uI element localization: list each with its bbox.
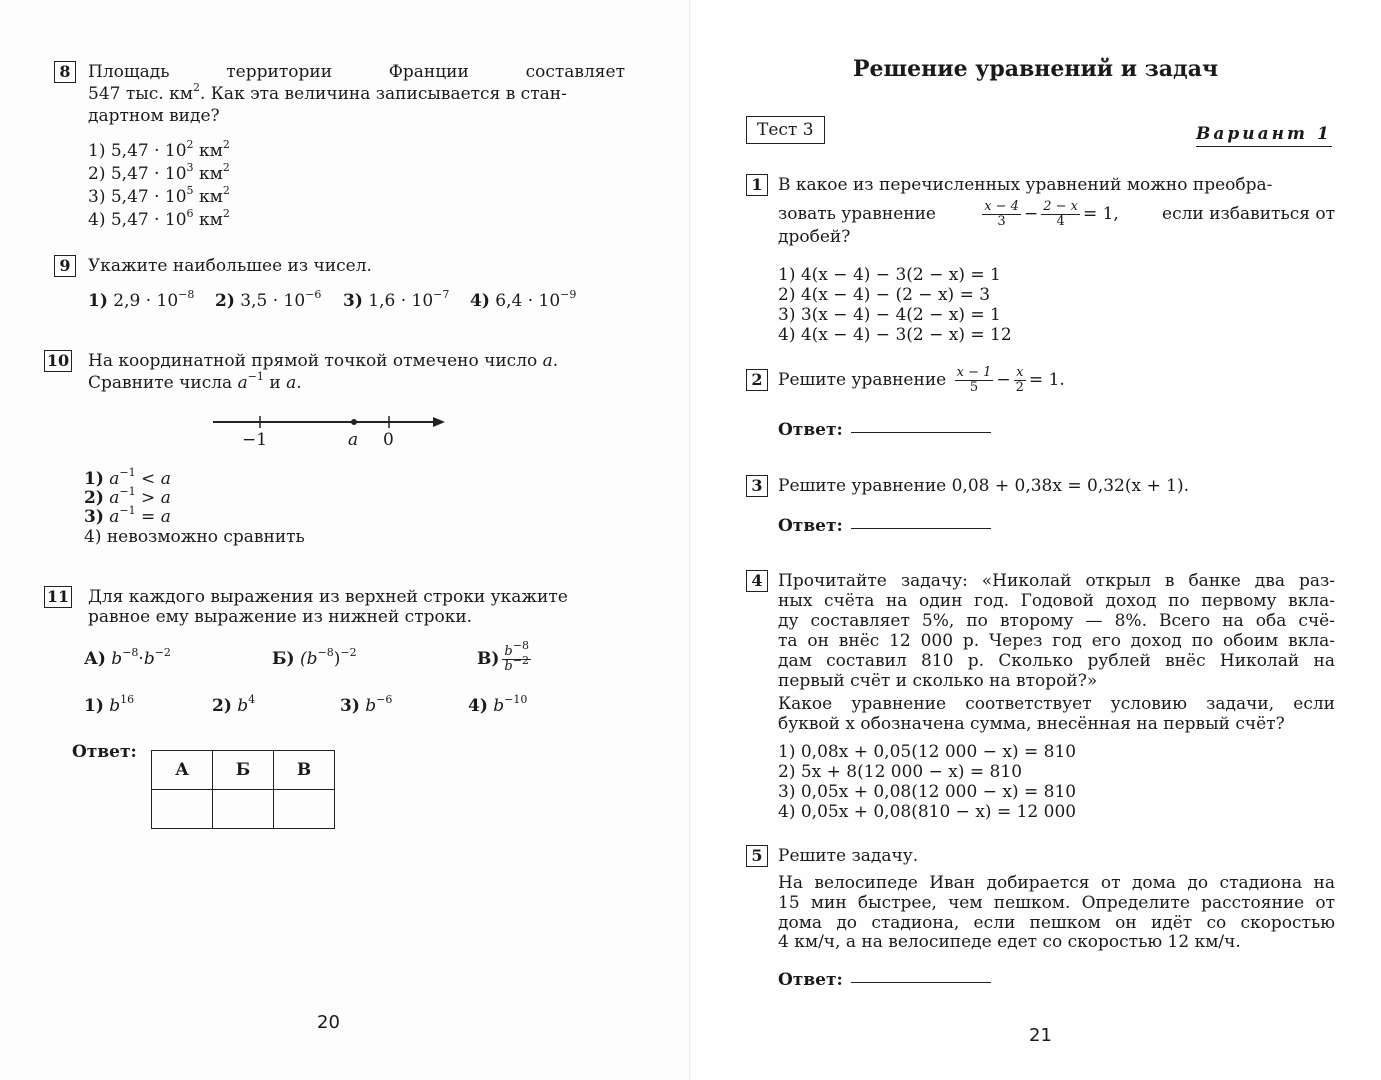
r-q1-frac2-num: 2 − x [1043, 199, 1078, 214]
right-question-number-3: 3 [746, 475, 768, 497]
q11-bottom-1-var: b [103, 696, 121, 716]
q10-opt1-label: 1) [84, 469, 104, 489]
q10-line-1 [88, 351, 558, 371]
q10-line1-var: a [542, 351, 553, 371]
r-q1-frac2-den: 4 [1056, 214, 1065, 229]
r-q1-equals: = 1, [1082, 204, 1119, 224]
r-q4-option-1: 1) 0,08x + 0,05(12 000 − x) = 810 [778, 742, 1077, 762]
q10-option-4: 4) невозможно сравнить [84, 527, 305, 547]
book-spine [689, 0, 691, 1080]
r-q5-text: Решите задачу. [778, 846, 919, 866]
q8-opt1-base: 1) 5,47 · 10 [88, 141, 187, 161]
axis-label-minus-one: −1 [242, 430, 268, 450]
q8-line2-text: 547 тыс. км [88, 84, 193, 104]
q11-bottom-4-sup: −10 [504, 693, 528, 706]
r-q4-line-5: дам составил 810 р. Сколько рублей внёс Николай на [778, 651, 1335, 671]
r-q1-line2-end: если избавиться от [1162, 204, 1335, 224]
q11-top-b-sup2: −2 [340, 646, 357, 659]
r-q2-frac1-den: 5 [969, 380, 979, 395]
answer-table-header-row [152, 751, 335, 790]
q11-top-c-label: В) [477, 649, 500, 669]
r-q1-option-3: 3) 3(x − 4) − 4(2 − x) = 1 [778, 305, 1001, 325]
q11-bottom-1-sup: 16 [120, 693, 135, 706]
q8-opt2-exp: 3 [186, 161, 194, 174]
q11-answer-table [151, 750, 335, 829]
q9-opt1-base: 2,9 · 10 [107, 291, 179, 311]
r-q1-equation [979, 196, 1119, 232]
r-q4-line-3: ду составляет 5%, по второму — 8%. Всего на оба счё- [778, 611, 1335, 631]
q8-word-4: составляет [525, 62, 625, 82]
q11-bottom-3-label: 3) [340, 696, 360, 716]
r-q1-frac1-num: x − 4 [984, 199, 1019, 214]
r-q1-line-1: В какое из перечисленных уравнений можно преобра- [778, 175, 1273, 195]
r-q1-fraction-2 [1041, 200, 1080, 229]
q8-opt4-unit: км [193, 210, 223, 230]
r-q2-minus: − [996, 370, 1011, 390]
q10-opt3-var: a [109, 507, 120, 527]
r-q4-question-line-1: Какое уравнение соответствует условию задачи, если [778, 694, 1335, 714]
variant-label: Вариант 1 [1196, 124, 1332, 147]
q11-bottom-2-label: 2) [212, 696, 232, 716]
q11-bottom-3-sup: −6 [376, 693, 393, 706]
q11-top-c [477, 639, 534, 679]
q10-line2-var: a [237, 373, 248, 393]
question-number-8: 8 [54, 61, 76, 83]
q10-line-2 [88, 370, 302, 393]
r-q2-text: Решите уравнение [778, 370, 947, 390]
q9-opt2-exp: −6 [305, 288, 322, 301]
answer-header-c: В [274, 751, 335, 790]
q11-bottom-1-label: 1) [84, 696, 104, 716]
q8-opt4-unit-sup: 2 [222, 207, 230, 220]
right-question-number-4: 4 [746, 570, 768, 592]
q11-bottom-4 [468, 693, 528, 716]
q11-top-a-sup2: −2 [154, 646, 171, 659]
q10-line2-end: . [296, 373, 302, 393]
q9-text: Укажите наибольшее из чисел. [88, 256, 372, 276]
q9-opt2-label: 2) [215, 291, 235, 311]
r-q1-fraction-1 [982, 200, 1021, 229]
q10-opt1-var: a [109, 469, 120, 489]
q11-bottom-4-label: 4) [468, 696, 488, 716]
q11-top-c-fraction [502, 639, 531, 674]
q11-top-a-base1: b [105, 649, 123, 669]
q8-opt1-unit-sup: 2 [222, 138, 230, 151]
q11-top-b-label: Б) [272, 649, 295, 669]
q9-opt1-label: 1) [88, 291, 108, 311]
r-q1-option-2: 2) 4(x − 4) − (2 − x) = 3 [778, 285, 991, 305]
right-question-number-5: 5 [746, 845, 768, 867]
r-q4-question-line-2: буквой x обозначена сумма, внесённая на первый счёт? [778, 714, 1285, 734]
answer-cell-c[interactable] [274, 790, 335, 829]
r-q2-line [778, 362, 1065, 398]
q8-opt2-unit: км [193, 164, 223, 184]
r-q1-option-4: 4) 4(x − 4) − 3(2 − x) = 12 [778, 325, 1012, 345]
q8-opt3-exp: 5 [186, 184, 194, 197]
r-q3-answer-line[interactable] [851, 528, 991, 529]
q9-option-1 [88, 288, 195, 311]
q11-top-a [84, 646, 171, 669]
r-q4-option-2: 2) 5x + 8(12 000 − x) = 810 [778, 762, 1023, 782]
q8-option-4 [88, 207, 230, 230]
q10-line2-text: Сравните числа [88, 373, 238, 393]
r-q2-equals: = 1. [1028, 370, 1065, 390]
answer-cell-a[interactable] [152, 790, 213, 829]
q9-opt3-exp: −7 [433, 288, 450, 301]
q8-option-2 [88, 161, 230, 184]
q11-bottom-4-var: b [487, 696, 505, 716]
q11-bottom-2-var: b [231, 696, 249, 716]
question-number-11: 11 [44, 586, 72, 608]
q11-top-a-base2: b [143, 649, 155, 669]
q9-opt2-base: 3,5 · 10 [234, 291, 306, 311]
q8-option-1 [88, 138, 230, 161]
axis-label-zero: 0 [383, 430, 394, 450]
q11-top-b-close: ) [333, 649, 341, 669]
r-q3-answer-label: Ответ: [778, 516, 843, 536]
q8-line2-text-b: . Как эта величина записывается в стан- [199, 84, 567, 104]
arrow-right-icon [433, 417, 445, 427]
q9-opt4-base: 6,4 · 10 [489, 291, 561, 311]
q10-opt3-var2: a [160, 507, 171, 527]
r-q5-line-2: 15 мин быстрее, чем пешком. Определите расстояние от [778, 893, 1335, 913]
r-q2-fraction-2 [1014, 366, 1026, 395]
q11-answer-label: Ответ: [72, 742, 137, 762]
q10-opt1-rel: < [135, 469, 161, 489]
r-q2-frac1-num: x − 1 [956, 365, 992, 380]
q9-opt1-exp: −8 [178, 288, 195, 301]
r-q4-line-1: Прочитайте задачу: «Николай открыл в банке два раз- [778, 571, 1335, 591]
q8-option-3 [88, 184, 230, 207]
q10-opt2-var2: a [160, 488, 171, 508]
q11-top-c-denominator [502, 654, 531, 674]
q11-top-a-sup1: −8 [122, 646, 139, 659]
q10-opt2-sup: −1 [119, 485, 136, 498]
r-q5-answer-line[interactable] [851, 982, 991, 983]
q11-top-c-den-base: b [504, 659, 513, 674]
q10-option-3 [84, 504, 171, 527]
answer-cell-b[interactable] [213, 790, 274, 829]
q9-opt3-label: 3) [343, 291, 363, 311]
q8-opt2-base: 2) 5,47 · 10 [88, 164, 187, 184]
q9-opt4-label: 4) [470, 291, 490, 311]
r-q2-fraction-1 [955, 366, 994, 395]
q8-opt2-unit-sup: 2 [222, 161, 230, 174]
q11-top-a-dot: · [138, 649, 144, 669]
q11-top-c-num-base: b [504, 644, 513, 659]
answer-table-input-row [152, 790, 335, 829]
q10-opt1-var2: a [160, 469, 171, 489]
right-question-number-1: 1 [746, 174, 768, 196]
q11-top-b-sup1: −8 [317, 646, 334, 659]
q9-opt3-base: 1,6 · 10 [362, 291, 434, 311]
q10-line1-text: На координатной прямой точкой отмечено число [88, 351, 543, 371]
page-number-left: 20 [317, 1012, 340, 1033]
q11-top-b [272, 646, 357, 669]
q10-line2-var2: a [286, 373, 297, 393]
right-question-number-2: 2 [746, 369, 768, 391]
question-number-9: 9 [54, 255, 76, 277]
q11-top-c-num-sup: −8 [512, 639, 529, 652]
r-q5-line-4: 4 км/ч, а на велосипеде едет со скоростью 12 км/ч. [778, 932, 1241, 952]
q11-bottom-2-sup: 4 [248, 693, 256, 706]
q11-top-a-label: А) [84, 649, 106, 669]
r-q5-line-1: На велосипеде Иван добирается от дома до стадиона на [778, 873, 1335, 893]
q10-opt2-var: a [109, 488, 120, 508]
q10-opt2-rel: > [135, 488, 161, 508]
answer-header-b: Б [213, 751, 274, 790]
q9-opt4-exp: −9 [560, 288, 577, 301]
r-q3-text: Решите уравнение 0,08 + 0,38x = 0,32(x + 1). [778, 476, 1189, 496]
q8-word-1: Площадь [88, 62, 170, 82]
q11-bottom-1 [84, 693, 135, 716]
r-q2-answer-line[interactable] [851, 432, 991, 433]
test-label: Тест 3 [746, 116, 825, 144]
r-q1-minus: − [1023, 204, 1039, 224]
q8-opt3-unit-sup: 2 [222, 184, 230, 197]
r-q1-line2-text: зовать уравнение [778, 204, 936, 224]
q10-opt3-label: 3) [84, 507, 104, 527]
q10-opt1-sup: −1 [119, 466, 136, 479]
page-number-right: 21 [1029, 1025, 1052, 1046]
r-q1-line-2 [778, 196, 1335, 232]
question-number-10: 10 [44, 350, 72, 372]
r-q4-line-6: первый счёт и сколько на второй?» [778, 671, 1098, 691]
r-q4-option-3: 3) 0,05x + 0,08(12 000 − x) = 810 [778, 782, 1077, 802]
r-q4-line-2: ных счёта на один год. Годовой доход по первому вкла- [778, 591, 1335, 611]
q8-opt4-exp: 6 [186, 207, 194, 220]
q8-word-2: территории [226, 62, 333, 82]
q9-option-3 [343, 288, 450, 311]
q8-opt1-exp: 2 [186, 138, 194, 151]
r-q2-answer-label: Ответ: [778, 420, 843, 440]
q11-bottom-2 [212, 693, 256, 716]
q10-line2-sup: −1 [247, 370, 264, 383]
q10-opt2-label: 2) [84, 488, 104, 508]
q9-option-2 [215, 288, 322, 311]
page-heading: Решение уравнений и задач [853, 56, 1219, 82]
q10-line2-and: и [263, 373, 287, 393]
q11-line-1: Для каждого выражения из верхней строки укажите [88, 587, 568, 607]
axis-label-a: a [348, 430, 359, 450]
q8-opt1-unit: км [193, 141, 223, 161]
r-q5-line-3: дома до стадиона, если пешком он идёт со скоростью [778, 913, 1335, 933]
q8-opt3-unit: км [193, 187, 223, 207]
r-q4-line-4: та он внёс 12 000 р. Через год его доход по обоим вкла- [778, 631, 1335, 651]
r-q5-answer-label: Ответ: [778, 970, 843, 990]
r-q1-frac1-den: 3 [997, 214, 1006, 229]
q10-line1-end: . [552, 351, 559, 371]
q11-bottom-3 [340, 693, 393, 716]
q11-top-b-base: (b [294, 649, 318, 669]
q8-line-1 [88, 62, 625, 82]
r-q2-frac2-num: x [1014, 366, 1026, 381]
r-q1-line-3: дробей? [778, 227, 851, 247]
r-q4-option-4: 4) 0,05x + 0,08(810 − x) = 12 000 [778, 802, 1077, 822]
q11-top-c-den-sup: −2 [512, 654, 529, 667]
q11-bottom-3-var: b [359, 696, 377, 716]
q8-line-2 [88, 81, 567, 104]
point-a [351, 419, 357, 425]
q11-line-2: равное ему выражение из нижней строки. [88, 607, 473, 627]
q10-opt3-sup: −1 [119, 504, 136, 517]
q9-option-4 [470, 288, 577, 311]
q8-line-3: дартном виде? [88, 106, 220, 126]
q8-line2-sup: 2 [192, 81, 200, 94]
q10-opt3-rel: = [135, 507, 161, 527]
answer-header-a: А [152, 751, 213, 790]
r-q1-option-1: 1) 4(x − 4) − 3(2 − x) = 1 [778, 265, 1001, 285]
q8-opt3-base: 3) 5,47 · 10 [88, 187, 187, 207]
q8-opt4-base: 4) 5,47 · 10 [88, 210, 187, 230]
q8-word-3: Франции [388, 62, 469, 82]
r-q2-frac2-den: 2 [1015, 380, 1024, 395]
